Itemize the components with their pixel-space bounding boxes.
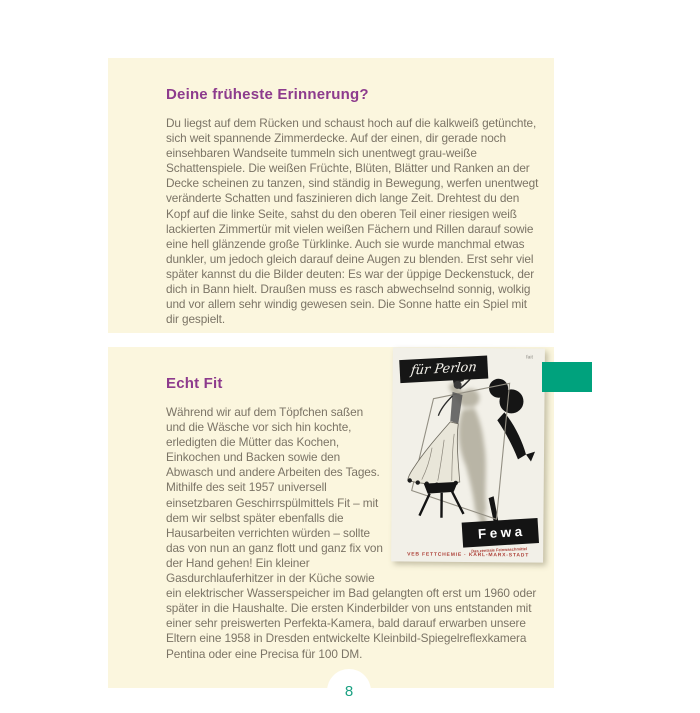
fewa-logo-box: [462, 518, 539, 548]
section-body-memory: Du liegst auf dem Rücken und schaust hoch auf die kalkweiß getünchte, sich weit spannende Zimmerdecke. Auf der einen, dir gerade noch einsehbaren Wandseite tummeln sich unentwegt grau-weiße Schattenspiele. Die weißen Früchte, Blüten, Blätter und Ranken an der Decke scheinen zu tanzen, sind ständig in Bewegung, werfen unentwegt veränderte Schatten und faszinieren dich lange Zeit. Drehtest du den Kopf auf die linke Seite, sahst du den oberen Teil einer riesigen weiß lackierten Zimmertür mit vielen weißen Fächern und Rillen darauf sowie eine hell glänzende große Türklinke. Auch sie wurde manchmal etwas dunkler, um jedoch gleich darauf deine Augen zu blenden. Erst sehr viel später kannst du die Bilder deuten: Es war der üppige Deckenstuck, der dich in Bann hielt. Draußen muss es rasch abwechselnd sonnig, wolkig und vor allem sehr windig gewesen sein. Die Sonne hatte ein Spiel mit dir gespielt.: [166, 116, 539, 327]
page-number: 8: [344, 682, 354, 700]
ad-tagline: Das zentrale Feinwaschmittel: [471, 546, 528, 554]
perlon-label: für Perlon: [409, 359, 478, 379]
fewa-ad-image: [391, 347, 545, 562]
section-echt-fit: [108, 347, 554, 688]
ad-manufacturer: VEB FETTCHEMIE · KARL-MARX-STADT: [407, 551, 530, 559]
section-body-echt-fit: Während wir auf dem Töpfchen saßen und die Wäsche vor sich hin kochte, erledigten die Mütter das Kochen, Einkochen und Backen sowie den Abwasch und andere Arbeiten des Tages. Mithilfe des seit 1957 universell einsetzbaren Geschirrspülmittels Fit – mit dem wir selbst später ebenfalls die Hausarbeiten verrichten würden – sollte das von nun an ganz flott und ganz fix von der Hand gehen! Ein kleiner Gasdurchlauferhitzer in der Küche sowie ein elektrischer Wasserspeicher im Bad gelangten oft erst um 1960 oder später in die Haushalte. Die ersten Kinderbilder von uns entstanden mit einer sehr preiswerten Perfekta-Kamera, bald darauf erwarben unsere Eltern eine 1958 in Dresden entwickelte Kleinbild-Spiegelreflexkamera Pentina oder eine Precisa für 100 DM.: [166, 405, 537, 661]
section-first-memory: [108, 58, 554, 333]
fewa-brand: Fewa: [477, 523, 527, 542]
bookmark-tab: [542, 362, 592, 392]
ad-corner-mark: fait: [526, 354, 533, 361]
section-heading-echt-fit: Echt Fit: [166, 375, 223, 392]
section-heading-memory: Deine früheste Erinnerung?: [166, 86, 369, 103]
perlon-label-box: [399, 355, 488, 383]
stool: [419, 482, 463, 518]
page-number-circle: [327, 669, 371, 713]
